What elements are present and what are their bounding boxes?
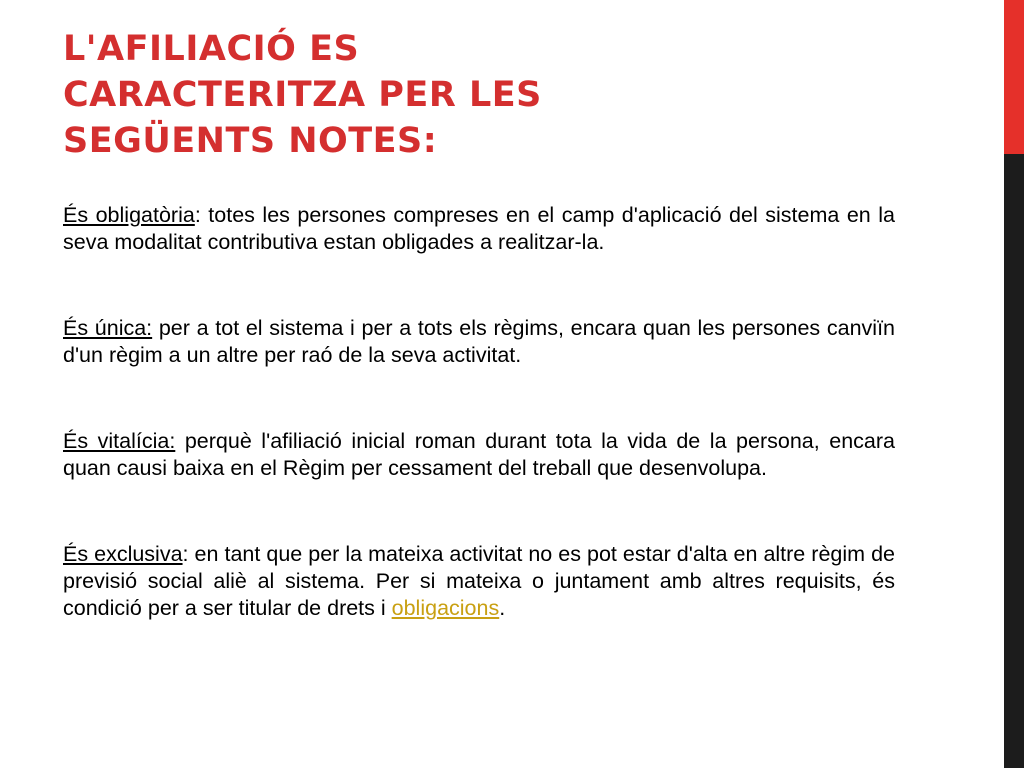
- slide-title: [63, 26, 963, 164]
- title-line-3: SEGÜENTS NOTES:: [63, 121, 438, 161]
- paragraph-vitalicia: [63, 428, 895, 482]
- term-vitalicia: És vitalícia:: [63, 429, 176, 453]
- paragraph-unica: [63, 315, 895, 369]
- paragraph-text: : totes les persones compreses en el camp d'aplicació del sistema en la seva modalitat contributiva estan obligades a realitzar-la.: [63, 203, 895, 254]
- paragraph-text: perquè l'afiliació inicial roman durant tota la vida de la persona, encara quan causi baixa en el Règim per cessament del treball que desenvolupa.: [63, 429, 895, 480]
- term-obligatoria: És obligatòria: [63, 203, 195, 227]
- term-unica: És única:: [63, 316, 153, 340]
- obligacions-link[interactable]: obligacions: [391, 596, 500, 620]
- accent-bar-red: [1004, 0, 1024, 154]
- accent-bar-dark: [1004, 154, 1024, 768]
- paragraph-text: : en tant que per la mateixa activitat no es pot estar d'alta en altre règim de previsió social aliè al sistema. Per si mateixa o juntament amb altres requisits, és condició per a ser titular de drets i: [63, 542, 895, 620]
- paragraph-end: .: [499, 596, 506, 620]
- term-exclusiva: És exclusiva: [63, 542, 183, 566]
- title-line-1: L'AFILIACIÓ ES: [63, 29, 360, 69]
- slide-body: [63, 202, 895, 622]
- paragraph-exclusiva: [63, 541, 895, 622]
- paragraph-text: per a tot el sistema i per a tots els règims, encara quan les persones canviïn d'un règim a un altre per raó de la seva activitat.: [63, 316, 895, 367]
- title-line-2: CARACTERITZA PER LES: [63, 75, 542, 115]
- paragraph-obligatoria: [63, 202, 895, 256]
